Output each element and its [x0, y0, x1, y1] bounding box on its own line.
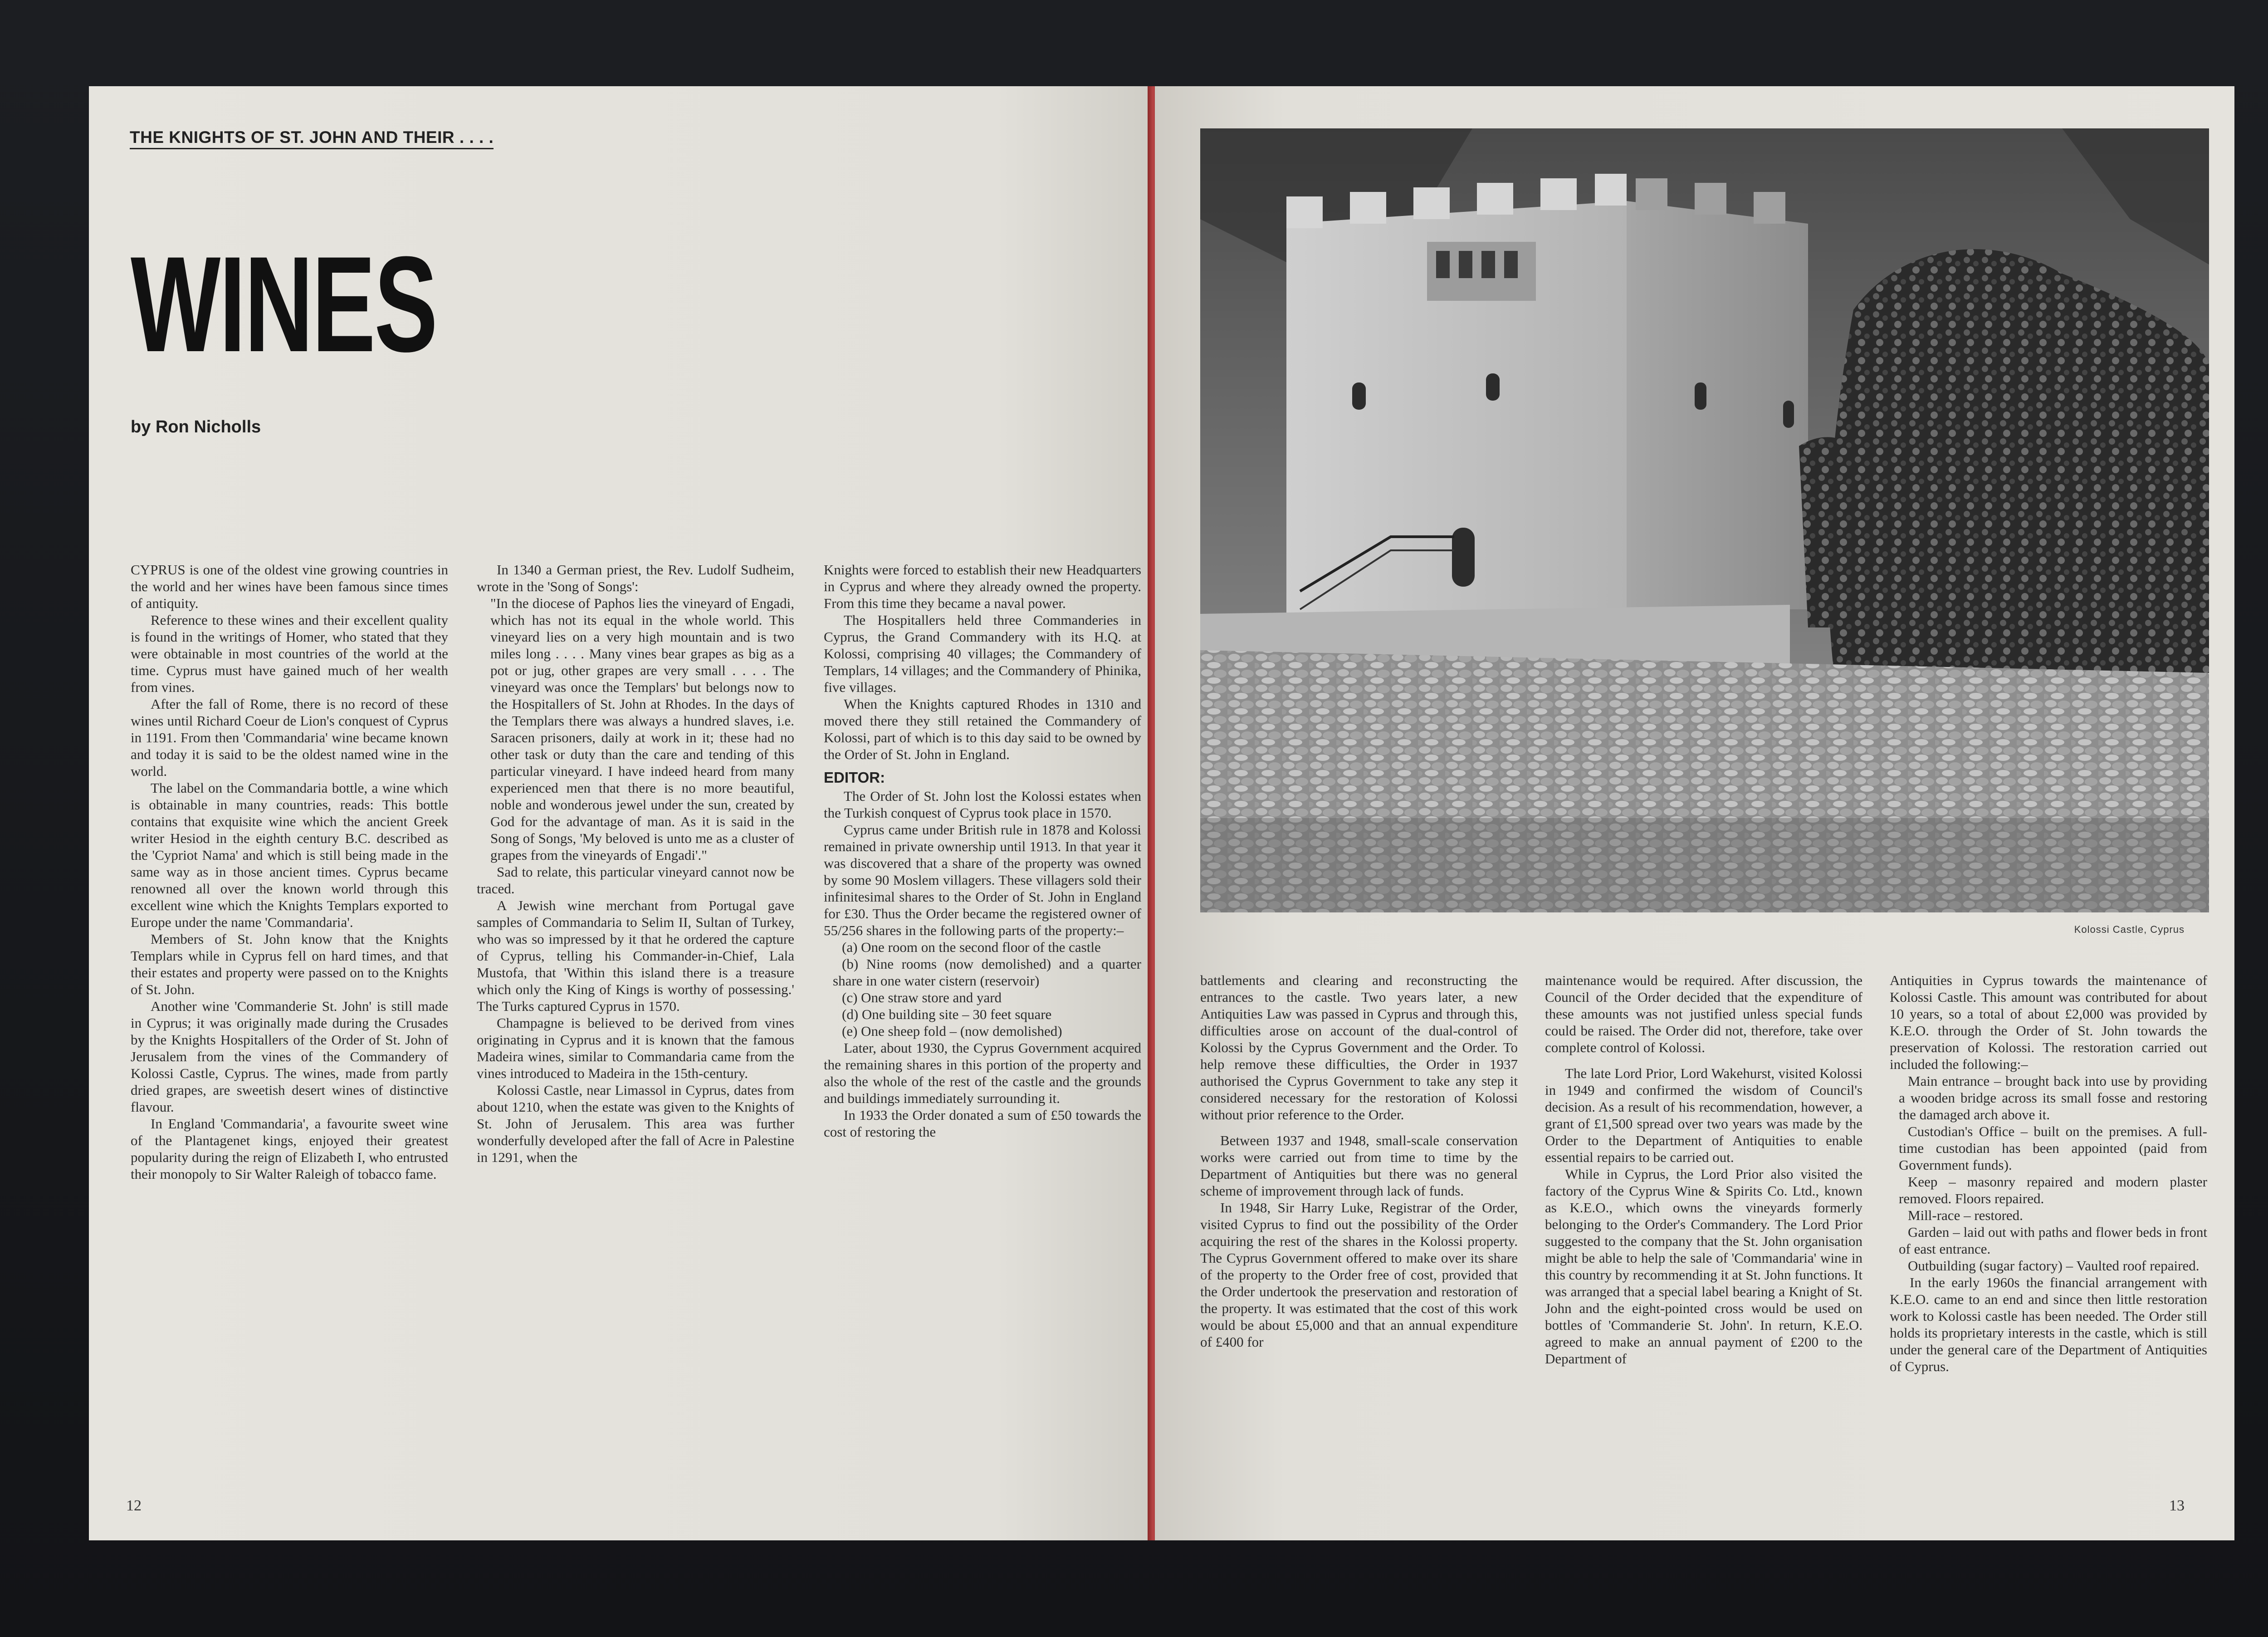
right-page	[1155, 86, 2234, 1540]
left-column-2	[477, 561, 794, 1166]
left-column-1	[131, 561, 448, 1182]
paragraph: In 1933 the Order donated a sum of £50 towards the cost of restoring the	[824, 1107, 1141, 1140]
paragraph: Between 1937 and 1948, small-scale conservation works were carried out from time to time by the Department of Antiquities but there was no general scheme of improvement through lack of funds.	[1200, 1132, 1518, 1199]
right-column-3	[1890, 972, 2207, 1375]
restoration-item: Mill-race – restored.	[1908, 1207, 2023, 1223]
kolossi-castle-photo	[1200, 128, 2209, 912]
paragraph: maintenance would be required. After discussion, the Council of the Order decided that the expenditure of these amounts was not justified unless special funds could be raised. The Order did not, therefore, take over complete control of Kolossi.	[1545, 972, 1862, 1055]
paragraph: The late Lord Prior, Lord Wakehurst, visited Kolossi in 1949 and confirmed the wisdom of Council's decision. As a result of his recommendation, however, a grant of £1,500 spread over two years was made by the Order to the Department of Antiquities to enable essential repairs to be carried out.	[1545, 1065, 1862, 1165]
paragraph: Champagne is believed to be derived from vines originating in Cyprus and it is known that the famous Madeira wines, similar to Commandaria came from the vines introduced to Madeira in the 15th-century.	[477, 1015, 794, 1081]
right-column-1	[1200, 972, 1518, 1350]
castle-photo-image	[1200, 128, 2209, 912]
paragraph: Reference to these wines and their excellent quality is found in the writings of Homer, who stated that they were obtainable in most countries of the world at the time. Cyprus must have gained much of her wealth from vines.	[131, 612, 448, 695]
paragraph: In 1340 a German priest, the Rev. Ludolf Sudheim, wrote in the 'Song of Songs':	[477, 562, 794, 594]
paragraph: The label on the Commandaria bottle, a wine which is obtainable in many countries, reads: This bottle contains that exquisite wine which the ancient Greek writer Hesiod in the eighth century B.C. described as the 'Cypriot Nama' and which is still being made in the same way as in those ancient times. Cyprus became renowned all over the known world through this excellent wine which the Knights Templars exported to Europe under the name 'Commandaria'.	[131, 780, 448, 930]
restoration-item: Outbuilding (sugar factory) – Vaulted roof repaired.	[1908, 1258, 2200, 1274]
paragraph: When the Knights captured Rhodes in 1310 and moved there they still retained the Commandery of Kolossi, part of which is to this day said to be owned by the Order of St. John in England.	[824, 696, 1141, 762]
property-list-item: (e) One sheep fold – (now demolished)	[842, 1023, 1062, 1039]
paragraph: Knights were forced to establish their new Headquarters in Cyprus and where they already owned the property. From this time they became a naval power.	[824, 562, 1141, 611]
paragraph: battlements and clearing and reconstructing the entrances to the castle. Two years later, a new Antiquities Law was passed in Cyprus and through this, difficulties arose on account of the dual-control of Kolossi by the Cyprus Government and the Order. To help remove these difficulties, the Order in 1937 authorised the Cyprus Government to take any step it considered necessary for the restoration of Kolossi without prior reference to the Order.	[1200, 972, 1518, 1122]
property-list-item: (a) One room on the second floor of the castle	[842, 939, 1101, 955]
paragraph: The Hospitallers held three Commanderies in Cyprus, the Grand Commandery with its H.Q. at Kolossi, comprising 40 villages; the Commandery of Templars, 14 villages; and the Commandery of Phinika, five villages.	[824, 612, 1141, 695]
property-list-item: (b) Nine rooms (now demolished) and a quarter share in one water cistern (reservoir)	[833, 956, 1141, 989]
paragraph: In England 'Commandaria', a favourite sweet wine of the Plantagenet kings, enjoyed their greatest popularity during the reign of Elizabeth I, who entrusted their monopoly to Sir Walter Raleigh of tobacco fame.	[131, 1116, 448, 1182]
headline: WINES	[131, 228, 437, 380]
property-list-item: (c) One straw store and yard	[842, 990, 1002, 1005]
paragraph: In the early 1960s the financial arrangement with K.E.O. came to an end and since then little restoration work to Kolossi castle has been needed. The Order still holds its proprietary interests in the castle, which is still under the general care of the Department of Antiquities of Cyprus.	[1890, 1274, 2207, 1374]
left-page	[89, 86, 1155, 1540]
paragraph: Later, about 1930, the Cyprus Government acquired the remaining shares in this portion of the property and also the whole of the rest of the castle and the grounds and buildings immediately surrounding it.	[824, 1040, 1141, 1106]
right-column-2	[1545, 972, 1862, 1367]
restoration-item: Custodian's Office – built on the premises. A full-time custodian has been appointed (paid from Government funds).	[1899, 1123, 2207, 1173]
editor-heading: EDITOR:	[824, 769, 885, 786]
paragraph: The Order of St. John lost the Kolossi estates when the Turkish conquest of Cyprus took place in 1570.	[824, 788, 1141, 821]
byline: by Ron Nicholls	[131, 417, 261, 436]
page-number-right: 13	[2169, 1497, 2185, 1514]
paragraph: CYPRUS is one of the oldest vine growing countries in the world and her wines have been famous since times of antiquity.	[131, 562, 448, 611]
quoted-passage: "In the diocese of Paphos lies the vineyard of Engadi, which has not its equal in the whole world. This vineyard lies on a very high mountain and is two miles long . . . . Many vines bear grapes as big as a pot or jug, other grapes are very small . . . . The vineyard was once the Templars' but belongs now to the Hospitallers of St. John at Rhodes. In the days of the Templars there was always a hundred slaves, i.e. Saracen prisoners, daily at work in it; these had no other task or duty than the care and tending of this particular vineyard. I have indeed heard from many experienced men that there is no more beautiful, noble and wonderous jewel under the sun, created by God for the advantage of man. As it is said in the Song of Songs, 'My beloved is unto me as a cluster of grapes from the vineyards of Engadi'."	[490, 595, 794, 863]
paragraph: Members of St. John know that the Knights Templars while in Cyprus fell on hard times, and that their estates and property were passed on to the Knights of St. John.	[131, 931, 448, 997]
page-number-left: 12	[126, 1497, 142, 1514]
paragraph: Cyprus came under British rule in 1878 and Kolossi remained in private ownership until 1913. In that year it was discovered that a share of the property was owned by some 90 Moslem villagers. These villagers sold their infinitesimal shares to the Order of St. John in England for £30. Thus the Order became the registered owner of 55/256 shares in the following parts of the property:–	[824, 822, 1141, 938]
paragraph: Kolossi Castle, near Limassol in Cyprus, dates from about 1210, when the estate was given to the Knights of St. John of Jerusalem. This area was further wonderfully developed after the fall of Acre in Palestine in 1291, when the	[477, 1082, 794, 1165]
restoration-item: Main entrance – brought back into use by providing a wooden bridge across its small fosse and restoring the damaged arch above it.	[1899, 1073, 2207, 1122]
paragraph: Antiquities in Cyprus towards the maintenance of Kolossi Castle. This amount was contributed for about 10 years, so a total of about £2,000 was provided by K.E.O. through the Order of St. John towards the preservation of Kolossi. The restoration carried out included the following:–	[1890, 972, 2207, 1072]
paragraph: After the fall of Rome, there is no record of these wines until Richard Coeur de Lion's conquest of Cyprus in 1191. From then 'Commandaria' wine became known and today it is said to be the oldest named wine in the world.	[131, 696, 448, 779]
paragraph: Sad to relate, this particular vineyard cannot now be traced.	[477, 864, 794, 897]
paragraph: A Jewish wine merchant from Portugal gave samples of Commandaria to Selim II, Sultan of Turkey, who was so impressed by it that he ordered the capture of Cyprus, telling his Commander-in-Chief, Lala Mustofa, that 'Within this island there is a treasure which only the King of Kings is worthy of possessing.' The Turks captured Cyprus in 1570.	[477, 897, 794, 1014]
restoration-item: Keep – masonry repaired and modern plaster removed. Floors repaired.	[1899, 1174, 2207, 1206]
left-column-3	[824, 561, 1141, 1140]
running-head: THE KNIGHTS OF ST. JOHN AND THEIR . . . .	[130, 128, 494, 149]
photo-caption: Kolossi Castle, Cyprus	[2074, 924, 2185, 935]
property-list-item: (d) One building site – 30 feet square	[842, 1006, 1052, 1022]
paragraph: While in Cyprus, the Lord Prior also visited the factory of the Cyprus Wine & Spirits Co. Ltd., known as K.E.O., which owns the vineyards formerly belonging to the Order's Commandery. The Lord Prior suggested to the company that the St. John organisation might be able to help the sale of 'Commandaria' wine in this country by recommending it at St. John functions. It was arranged that a special label bearing a Knight of St. John and the eight-pointed cross would be used on bottles of 'Commanderie St. John'. In return, K.E.O. agreed to make an annual payment of £200 to the Department of	[1545, 1166, 1862, 1367]
paragraph: In 1948, Sir Harry Luke, Registrar of the Order, visited Cyprus to find out the possibility of the Order acquiring the rest of the shares in the Kolossi property. The Cyprus Government offered to make over its share of the property to the Order free of cost, provided that the Order undertook the preservation and restoration of the property. It was estimated that the cost of this work would be about £5,000 and that an annual expenditure of £400 for	[1200, 1200, 1518, 1350]
paragraph: Another wine 'Commanderie St. John' is still made in Cyprus; it was originally made during the Crusades by the Knights Hospitallers of the Order of St. John of Jerusalem from the vines of the Commandery of Kolossi Castle, Cyprus. The wines, made from partly dried grapes, are sweetish desert wines of distinctive flavour.	[131, 998, 448, 1115]
restoration-item: Garden – laid out with paths and flower beds in front of east entrance.	[1899, 1224, 2207, 1257]
